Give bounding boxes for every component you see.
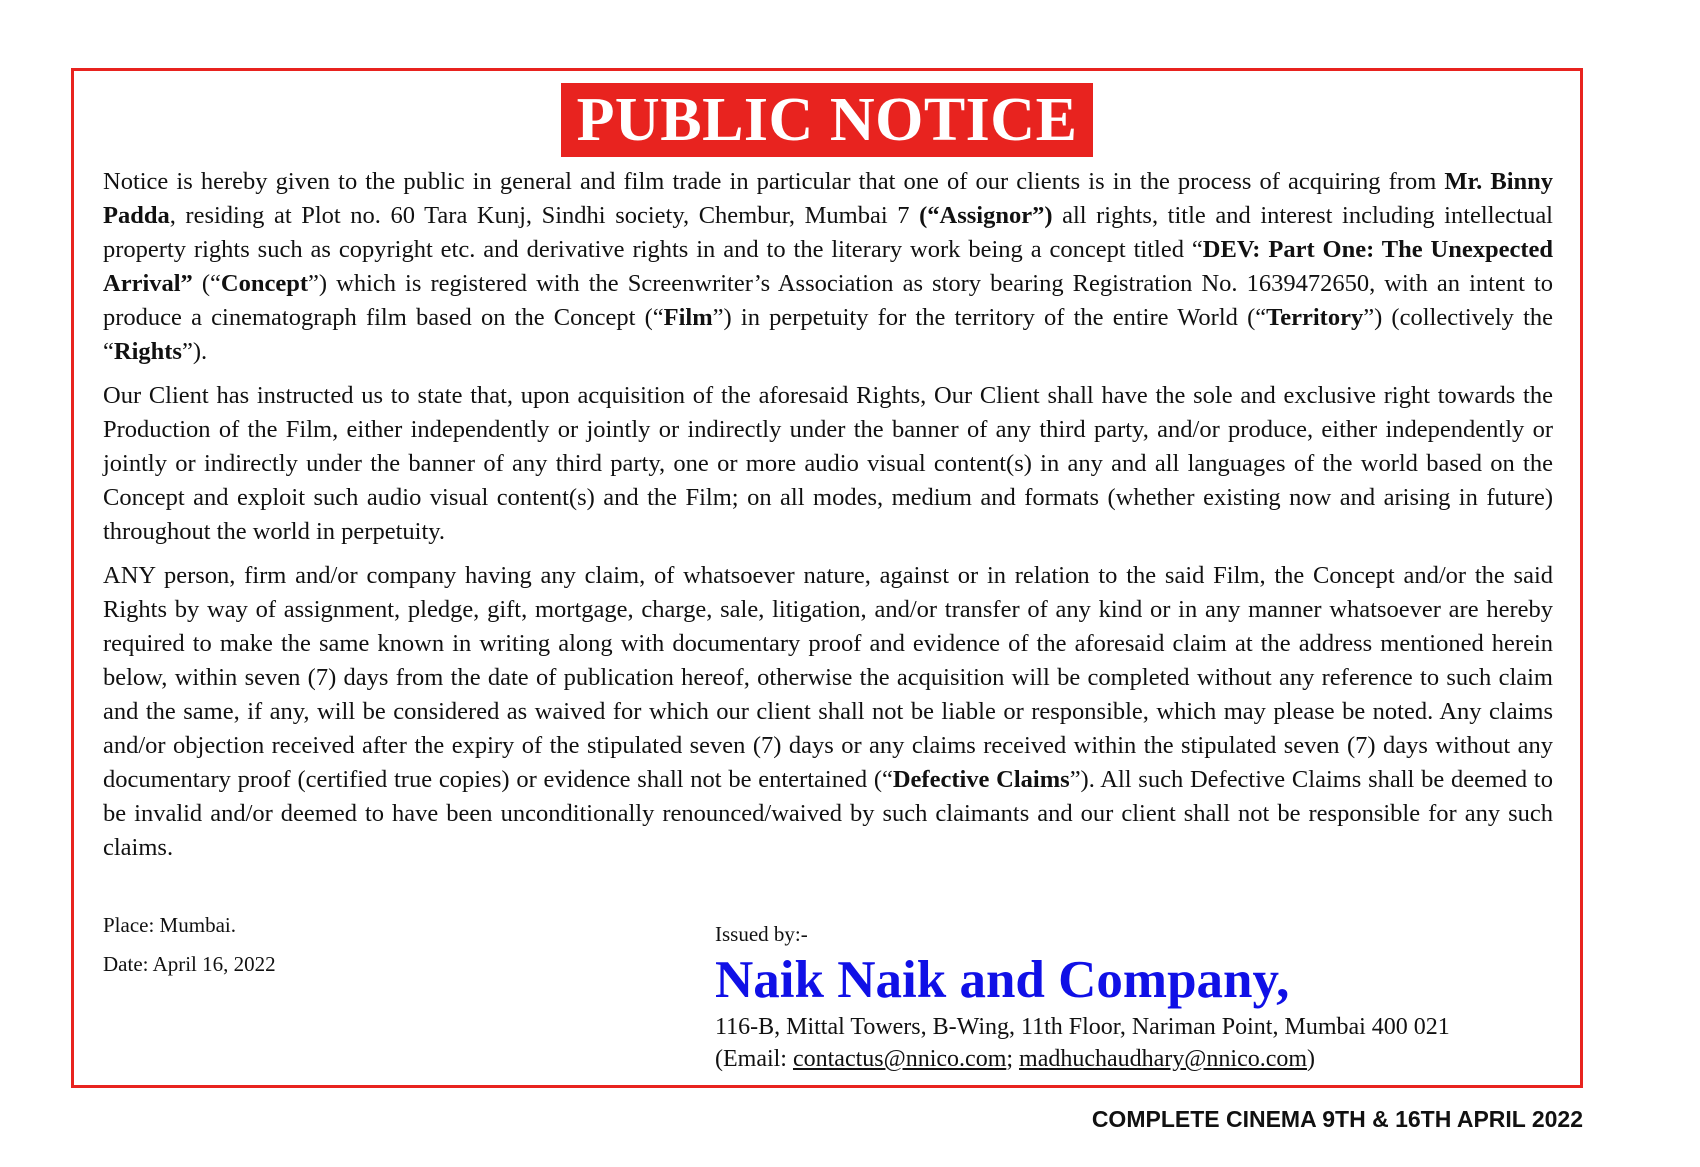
assignor-name: Mr. Binny Padda: [103, 168, 1554, 229]
company-comma: ,: [1276, 951, 1290, 1009]
paragraph-3: [103, 559, 1553, 865]
paragraph-2: Our Client has instructed us to state that, upon acquisition of the aforesaid Rights, Our Client shall have the sole and exclusive right towards the Production of the Film, either independently or jointly or indirectly under the banner of any third party, and/or produce, either independently or jointly or indirectly under the banner of any third party, one or more audio visual content(s) in any and all languages of the world based on the Concept and exploit such audio visual content(s) and the Film; on all modes, medium and formats (whether existing now and arising in future) throughout the world in perpetuity.: [103, 382, 1553, 545]
film-term: Film: [663, 304, 713, 331]
place-line: Place: Mumbai.: [103, 913, 236, 937]
p3-text-1: ANY person, firm and/or company having any claim, of whatsoever nature, against or in relation to the said Film, the Concept and/or the said Rights by way of assignment, pledge, gift, mortgage, charge, sale, litigation, and/or transfer of any kind or in any manner whatsoever are hereby required to make the same known in writing along with documentary proof and evidence of the aforesaid claim at the address mentioned herein below, within seven (7) days from the date of publication hereof, otherwise the acquisition will be completed without any reference to such claim and the same, if any, will be considered as waived for which our client shall not be liable or responsible, which may please be noted. Any claims and/or objection received after the expiry of the stipulated seven (7) days or any claims received within the stipulated seven (7) days without any documentary proof (certified true copies) or evidence shall not be entertained (“: [103, 562, 1553, 793]
concept-term: Concept: [220, 270, 309, 297]
title-wrap: [74, 83, 1580, 157]
p1-text-5: ”) which is registered with the Screenwriter’s Association as story bearing Registration No. 1639472650, with an intent to produce a cinematograph film based on the Concept (“: [103, 270, 1553, 331]
email-prefix: (Email:: [715, 1046, 793, 1072]
rights-term: Rights: [113, 338, 182, 365]
notice-frame: [71, 68, 1583, 1088]
issuer-block: [715, 921, 1450, 1075]
defective-claims-term: Defective Claims: [892, 766, 1070, 793]
notice-title: PUBLIC NOTICE: [561, 83, 1094, 157]
p1-text-2: , residing at Plot no. 60 Tara Kunj, Sindhi society, Chembur, Mumbai 7: [169, 202, 920, 229]
place-date-block: [103, 913, 276, 991]
p1-text-7: ”) (collectively the “: [103, 304, 1553, 365]
publication-footer: COMPLETE CINEMA 9TH & 16TH APRIL 2022: [1091, 1106, 1583, 1132]
p3-text-2: ”). All such Defective Claims shall be deemed to be invalid and/or deemed to have been unconditionally renounced/waived by such claimants and our client shall not be responsible for any such claims.: [103, 766, 1553, 861]
paragraph-1: [103, 165, 1553, 369]
email-suffix: ): [1307, 1046, 1316, 1072]
assignor-term: (“Assignor”): [919, 202, 1053, 229]
company-email-line: [715, 1043, 1450, 1075]
company-name: [715, 949, 1450, 1011]
date-line: Date: April 16, 2022: [103, 952, 276, 976]
concept-title: DEV: Part One: The Unexpected Arrival”: [103, 236, 1553, 297]
email-link-madhuchaudhary[interactable]: madhuchaudhary@nnico.com: [1019, 1046, 1308, 1072]
p1-text-6: ”) in perpetuity for the territory of the entire World (“: [712, 304, 1267, 331]
email-link-contactus[interactable]: contactus@nnico.com: [792, 1046, 1007, 1072]
p1-text-1: Notice is hereby given to the public in general and film trade in particular that one of our clients is in the process of acquiring from: [103, 168, 1445, 195]
company-name-text: Naik Naik and Company: [715, 951, 1277, 1009]
company-address: 116-B, Mittal Towers, B-Wing, 11th Floor, Nariman Point, Mumbai 400 021: [715, 1014, 1450, 1040]
notice-body: [103, 165, 1553, 875]
issued-by-label: Issued by:-: [715, 922, 808, 946]
territory-term: Territory: [1266, 304, 1364, 331]
p1-text-8: ”).: [181, 338, 208, 365]
p1-text-4: (“: [192, 270, 221, 297]
p1-text-3: all rights, title and interest including intellectual property rights such as copyright etc. and derivative rights in and to the literary work being a concept titled “: [103, 202, 1553, 263]
email-separator: ;: [1006, 1046, 1020, 1072]
